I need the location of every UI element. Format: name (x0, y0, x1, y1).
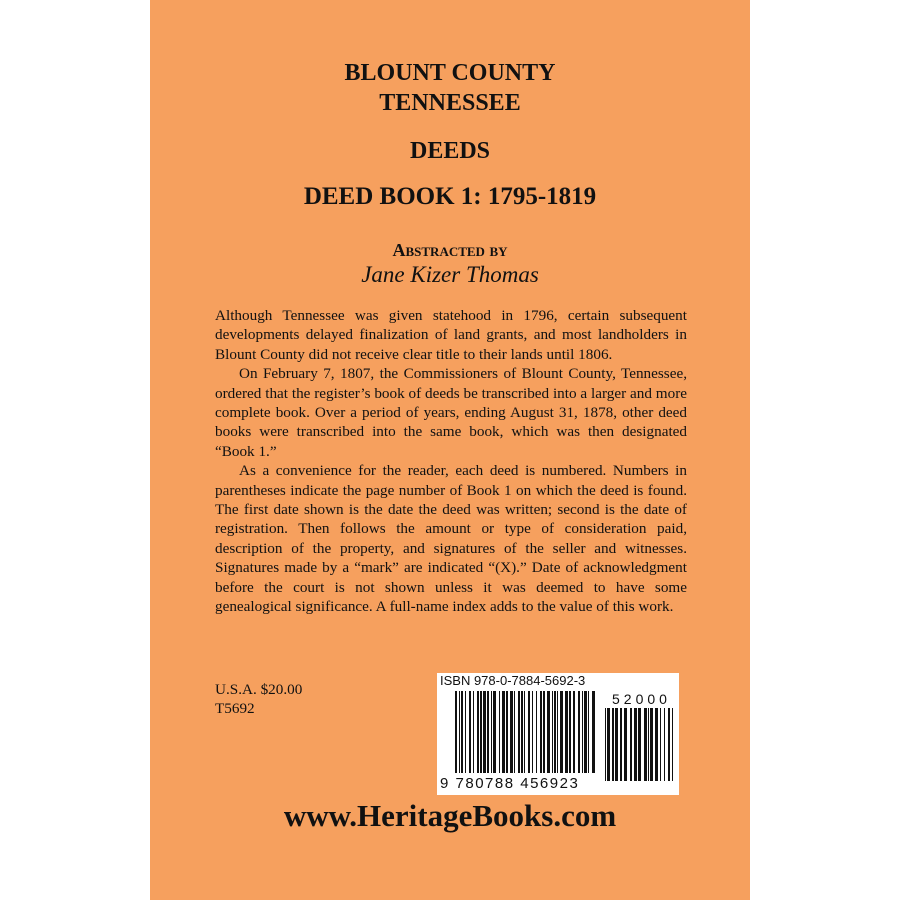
title-line-1: BLOUNT COUNTY (344, 60, 556, 86)
barcode-bar (487, 691, 489, 773)
barcode-bar (588, 691, 589, 773)
product-code: T5692 (215, 700, 255, 718)
barcode-bar (540, 691, 542, 773)
barcode-bar (552, 691, 553, 773)
barcode-bar (477, 691, 479, 773)
paragraph: Although Tennessee was given statehood in 1796, certain subsequent developments delayed finalization of land grants, and most landholders in Blount County did not receive clear title to their lands until 1806. (215, 307, 687, 363)
barcode-bar (521, 691, 523, 773)
barcode-bar (461, 691, 463, 773)
barcode-bar (536, 691, 537, 773)
isbn-text: ISBN 978-0-7884-5692-3 (440, 673, 586, 688)
barcode-bar (469, 691, 471, 773)
barcode-bar (480, 691, 482, 773)
barcode-bar (584, 691, 587, 773)
barcode-bar (582, 691, 583, 773)
title-line-3: DEEDS (409, 138, 491, 164)
barcode-bar (518, 691, 520, 773)
barcode-bar (668, 708, 670, 781)
barcode-bar (465, 691, 466, 773)
barcode-bar (605, 708, 606, 781)
barcode-bar (650, 708, 653, 781)
barcode-bar (660, 708, 661, 781)
barcode-bar (493, 691, 496, 773)
barcode-bar (607, 708, 610, 781)
barcode-bar (634, 708, 637, 781)
price: U.S.A. $20.00 (215, 681, 303, 698)
title-line-4: DEED BOOK 1: 1795-1819 (303, 183, 597, 210)
barcode-bar (543, 691, 545, 773)
barcode-bar (473, 691, 474, 773)
barcode-bar (644, 708, 647, 781)
title-line-2: TENNESSEE (379, 90, 521, 116)
barcode-bar (573, 691, 575, 773)
barcode-bar (560, 691, 563, 773)
barcode-bar (554, 691, 556, 773)
barcode-bar (578, 691, 580, 773)
paragraph: As a convenience for the reader, each deed is numbered. Numbers in parentheses indicate the page number of Book 1 on which the deed is found. The first date shown is the date the deed was written; second is the date of registration. Then follows the amount or type of consideration paid, description of the property, and signatures of the seller and witnesses. Signatures made by a “mark” are indicated “(X).” Date of acknowledgment before the court is not shown unless it was deemed to have some genealogical significance. A full-name index adds to the value of this work. (215, 462, 687, 616)
barcode-bar (483, 691, 486, 773)
ean-text: 9 780788 456923 (440, 775, 580, 792)
barcode-bar (510, 691, 513, 773)
barcode-bar (615, 708, 618, 781)
barcode-bar (524, 691, 525, 773)
barcode-bar (502, 691, 505, 773)
barcode-bar (506, 691, 508, 773)
barcode-bar (672, 708, 673, 781)
book-back-cover (150, 0, 750, 900)
barcode-bar (612, 708, 614, 781)
barcode-bar (620, 708, 622, 781)
description (215, 306, 687, 617)
barcode-bar (592, 691, 595, 773)
barcode-bar (528, 691, 530, 773)
barcode (437, 673, 679, 795)
barcode-bar (547, 691, 550, 773)
barcode-bar (565, 691, 568, 773)
barcode-bar (664, 708, 665, 781)
barcode-bar (459, 691, 460, 773)
price-addon-text: 52000 (612, 691, 671, 707)
barcode-bar (514, 691, 515, 773)
barcode-bar (569, 691, 571, 773)
barcode-bar (491, 691, 492, 773)
barcode-bar (557, 691, 558, 773)
author-name: Jane Kizer Thomas (361, 262, 539, 287)
website: www.HeritageBooks.com (283, 798, 617, 833)
barcode-bar (532, 691, 533, 773)
barcode-bar (630, 708, 632, 781)
abstracted-by-label: Abstracted by (392, 240, 508, 260)
barcode-bar (499, 691, 500, 773)
barcode-bar (455, 691, 457, 773)
barcode-bar (648, 708, 649, 781)
paragraph: On February 7, 1807, the Commissioners of Blount County, Tennessee, ordered that the register’s book of deeds be transcribed into a larger and more complete book. Over a period of years, ending August 31, 1878, other deed books were transcribed into the same book, which was then designated “Book 1.” (215, 365, 687, 460)
barcode-bar (624, 708, 627, 781)
barcode-bar (638, 708, 641, 781)
price-block (215, 680, 302, 719)
barcode-bar (655, 708, 658, 781)
